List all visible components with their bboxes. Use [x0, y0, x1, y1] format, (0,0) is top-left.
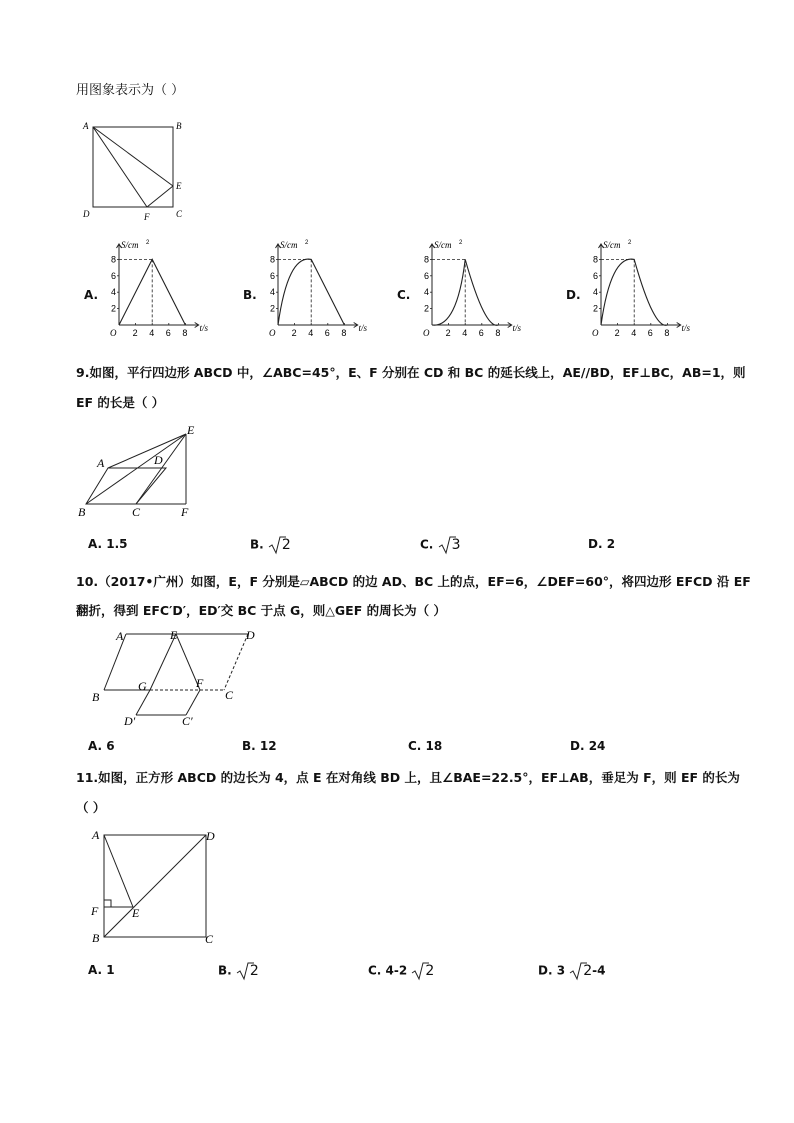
q9-option-b[interactable]: [250, 535, 291, 555]
label-C: C: [205, 932, 214, 946]
label-B: B: [92, 931, 100, 945]
y-axis-label: S/cm: [280, 240, 298, 250]
option-letter: B.: [243, 288, 257, 302]
q11-option-b-letter: B.: [218, 963, 232, 978]
y-tick-label: 4: [111, 287, 117, 298]
label-E: E: [176, 181, 182, 191]
y-tick-label: 6: [593, 270, 599, 281]
q11-option-d-suffix: -4: [592, 963, 606, 978]
q9-option-c[interactable]: [420, 535, 460, 555]
y-axis-label-sup: 2: [459, 240, 463, 246]
label-D: D: [206, 829, 215, 843]
x-tick-label: 8: [495, 328, 501, 338]
option-letter: C.: [397, 288, 411, 302]
label-B: B: [92, 690, 100, 704]
label-D: D: [246, 628, 255, 642]
option-letter: A.: [84, 288, 99, 302]
q11-option-b-radicand: 2: [249, 962, 259, 979]
x-axis-label: t/s: [512, 323, 522, 333]
label-A: A: [92, 828, 100, 842]
q10-fold-figure: [88, 624, 268, 730]
y-tick-label: 4: [424, 287, 430, 298]
q11-option-c-radicand: 2: [425, 962, 435, 979]
y-tick-label: 2: [593, 303, 599, 314]
q11-option-d-radicand: 2: [583, 962, 593, 979]
y-tick-label: 8: [111, 254, 117, 265]
x-tick-label: 8: [341, 328, 347, 338]
option-letter: D.: [566, 288, 581, 302]
q9-option-b-radicand: 2: [281, 536, 291, 553]
q11-option-c-text: C. 4-2: [368, 963, 408, 978]
q10-question-line1: 10.（2017•广州）如图，E，F 分别是▱ABCD 的边 AD、BC 上的点，EF=6，∠DEF=60°，将四边形 EFCD 沿 EF: [76, 574, 751, 589]
q9-question-line1: 9.如图，平行四边形 ABCD 中，∠ABC=45°，E、F 分别在 CD 和 BC 的延长线上，AE//BD，EF⊥BC，AB=1，则: [76, 365, 746, 380]
y-axis-label: S/cm: [434, 240, 452, 250]
q11-option-d-text: D. 3: [538, 963, 566, 978]
x-axis-label: t/s: [681, 323, 691, 333]
q10-option-c[interactable]: C. 18: [408, 739, 443, 753]
label-A: A: [116, 629, 124, 643]
q9-option-c-radicand: 3: [451, 536, 461, 553]
q9-parallelogram-figure: [72, 420, 204, 520]
q11-option-c[interactable]: [368, 961, 434, 981]
label-B: B: [176, 121, 182, 131]
y-axis-label-sup: 2: [628, 240, 632, 246]
origin-label: O: [592, 328, 599, 338]
q10-question-line2: 翻折，得到 EFC′D′，ED′交 BC 于点 G，则△GEF 的周长为（ ）: [76, 603, 446, 618]
label-E: E: [187, 423, 195, 437]
label-F: F: [181, 505, 189, 519]
x-tick-label: 2: [614, 328, 620, 338]
q8-question-tail: 用图象表示为（ ）: [76, 83, 185, 98]
origin-label: O: [423, 328, 430, 338]
y-tick-label: 2: [270, 303, 276, 314]
label-E: E: [132, 906, 140, 920]
y-tick-label: 8: [270, 254, 276, 265]
y-axis-label-sup: 2: [146, 240, 150, 246]
label-F: F: [144, 212, 150, 222]
x-tick-label: 8: [664, 328, 670, 338]
label-G: G: [138, 679, 147, 693]
area-time-graph: [102, 238, 212, 342]
q10-option-b[interactable]: B. 12: [242, 739, 277, 753]
x-tick-label: 2: [132, 328, 138, 338]
q9-question-line2: EF 的长是（ ）: [76, 395, 165, 410]
x-tick-label: 4: [149, 328, 155, 338]
q11-square-figure: [88, 826, 228, 946]
x-tick-label: 6: [165, 328, 171, 338]
x-tick-label: 4: [462, 328, 468, 338]
y-tick-label: 2: [424, 303, 430, 314]
label-F: F: [196, 676, 204, 690]
x-axis-label: t/s: [199, 323, 209, 333]
y-axis-label: S/cm: [603, 240, 621, 250]
y-tick-label: 2: [111, 303, 117, 314]
x-tick-label: 4: [308, 328, 314, 338]
y-tick-label: 4: [270, 287, 276, 298]
q9-option-d[interactable]: D. 2: [588, 537, 616, 551]
q11-question-line2: （ ）: [76, 800, 106, 815]
x-tick-label: 6: [478, 328, 484, 338]
q11-option-d[interactable]: [538, 961, 606, 981]
q9-option-a[interactable]: A. 1.5: [88, 537, 128, 551]
q10-option-d[interactable]: D. 24: [570, 739, 606, 753]
area-time-graph: [261, 238, 371, 342]
origin-label: O: [110, 328, 117, 338]
y-axis-label: S/cm: [121, 240, 139, 250]
y-tick-label: 6: [270, 270, 276, 281]
q11-question-line1: 11.如图，正方形 ABCD 的边长为 4，点 E 在对角线 BD 上，且∠BAE=22.5°，EF⊥AB，垂足为 F，则 EF 的长为: [76, 770, 740, 785]
y-tick-label: 6: [424, 270, 430, 281]
y-tick-label: 4: [593, 287, 599, 298]
y-tick-label: 6: [111, 270, 117, 281]
q10-option-a[interactable]: A. 6: [88, 739, 115, 753]
label-E: E: [170, 628, 178, 642]
y-axis-label-sup: 2: [305, 240, 309, 246]
q11-option-a[interactable]: A. 1: [88, 963, 115, 977]
y-tick-label: 8: [593, 254, 599, 265]
q9-option-c-letter: C.: [420, 537, 434, 552]
area-time-graph: [584, 238, 694, 342]
label-D-prime: D′: [124, 714, 136, 728]
q11-option-b[interactable]: [218, 961, 259, 981]
x-tick-label: 8: [182, 328, 188, 338]
x-axis-label: t/s: [358, 323, 368, 333]
x-tick-label: 2: [445, 328, 451, 338]
x-tick-label: 6: [647, 328, 653, 338]
x-tick-label: 2: [291, 328, 297, 338]
area-time-graph: [415, 238, 525, 342]
label-B: B: [78, 505, 86, 519]
q8-square-figure: [80, 118, 190, 224]
label-C: C: [176, 209, 183, 219]
label-F: F: [91, 904, 99, 918]
label-A: A: [97, 456, 105, 470]
x-tick-label: 4: [631, 328, 637, 338]
label-C: C: [225, 688, 234, 702]
origin-label: O: [269, 328, 276, 338]
q9-option-b-letter: B.: [250, 537, 264, 552]
label-D: D: [83, 209, 90, 219]
label-A: A: [83, 121, 89, 131]
label-D: D: [154, 453, 163, 467]
label-C: C: [132, 505, 141, 519]
x-tick-label: 6: [324, 328, 330, 338]
y-tick-label: 8: [424, 254, 430, 265]
label-C-prime: C′: [182, 714, 193, 728]
